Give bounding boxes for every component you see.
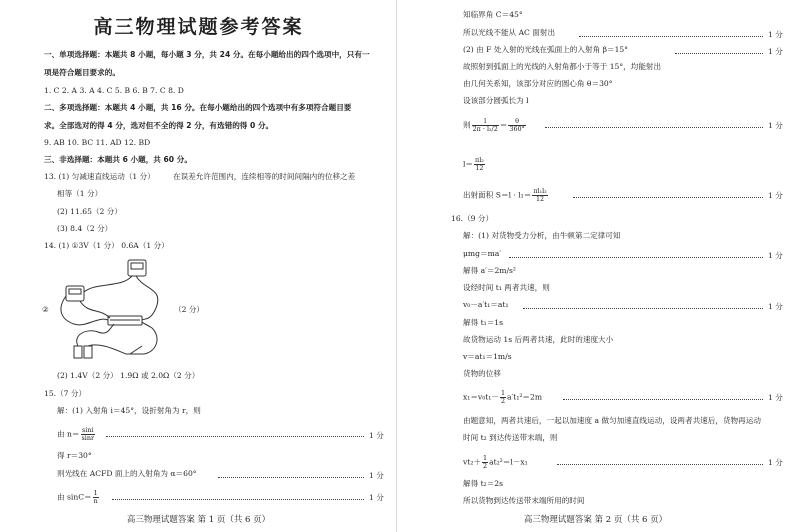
- leader-dots: [106, 436, 364, 437]
- answers-multi-choice: 9. AB 10. BC 11. AD 12. BD: [44, 138, 151, 147]
- q16-v: v＝at₁＝1m/s: [463, 352, 512, 361]
- q15-step-c: 得 r＝30°: [57, 451, 92, 460]
- leader-dots: [218, 477, 364, 478]
- q15-step-b: 由 n＝ $\frac{\sin i}{\sin r}$: [57, 426, 94, 442]
- q16-time-t1: 设经时间 t₁ 两者共速，则: [463, 283, 550, 292]
- leader-dots: [573, 197, 763, 198]
- q16-displacement-label: 货物的位移: [463, 369, 501, 378]
- q15-step-e: 由 sinC＝ $\frac{1}{n}$: [57, 489, 98, 505]
- q16-t2-result: 解得 t₂＝2s: [463, 479, 504, 488]
- line-part2: (2) 由 F 处入射的光线在弧面上的入射角 β＝15°: [463, 45, 629, 54]
- line-no-exit: 所以光线不能从 AC 面射出: [463, 28, 556, 37]
- q14-part1: 14. (1) ①3V（1 分） 0.6A（1 分）: [44, 241, 169, 250]
- eq-area: 出射面积 S＝l · l₁＝ $\frac{\text{πl₁l₂}}{12}$: [463, 187, 547, 203]
- q16-step-1: 解：(1) 对货物受力分析，由牛顿第二定律可知: [463, 231, 621, 240]
- points-mark: 1 分: [768, 191, 783, 200]
- q15-heading: 15.（7 分）: [44, 389, 87, 398]
- leader-dots: [545, 127, 763, 128]
- points-mark: 1 分: [768, 30, 783, 39]
- points-mark: 1 分: [369, 493, 384, 502]
- q16-eq-velocity: v₀－a′t₁＝at₁: [463, 300, 509, 309]
- leader-dots: [523, 308, 763, 309]
- q16-t1-result: 解得 t₁＝1s: [463, 318, 504, 327]
- fraction: $\frac{\theta}{360^\circ}$: [509, 117, 525, 133]
- fraction: $\frac{\text{πl₂}}{12}$: [475, 156, 484, 172]
- section-2-heading: 二、多项选择题：本题共 4 小题，共 16 分。在每小题给出的四个选项中有多项符合题目要: [44, 103, 352, 112]
- leader-dots: [112, 499, 364, 500]
- q15-step-d: 则光线在 ACFD 面上的入射角为 α＝60°: [57, 469, 197, 478]
- answers-single-choice: 1. C 2. A 3. A 4. C 5. B 6. B 7. C 8. D: [44, 86, 184, 95]
- q14-part2: (2) 1.4V（2 分） 1.9Ω 或 2.0Ω（2 分）: [57, 371, 200, 380]
- fraction: $\frac{1}{n}$: [93, 489, 98, 505]
- points-mark: 1 分: [768, 47, 783, 56]
- points-mark: 1 分: [768, 458, 783, 467]
- q16-step-2: 由题意知，两者共速后，一起以加速度 a 做匀加速直线运动，设两者共速后，货物再运动: [463, 416, 761, 425]
- q16-eq-t2: vt₂＋ $\frac{1}{2}$ at₂²＝l－x₁: [463, 454, 528, 470]
- q13-part1-reason: 在误差允许范围内，连续相等的时间间隔内的位移之差: [173, 172, 356, 181]
- doc-title: 高三物理试题参考答案: [93, 16, 304, 38]
- q16-step-2-cont: 时间 t₂ 到达传送带末端，则: [463, 433, 558, 442]
- points-mark: 1 分: [768, 393, 783, 402]
- q13-part2: (2) 11.65（2 分）: [57, 207, 122, 216]
- q13-part1-cont: 相等（1 分）: [57, 189, 103, 198]
- fraction: $\frac{l}{\text{2π · l₂/2}}$: [472, 117, 498, 133]
- q13-part3: (3) 8.4（2 分）: [57, 224, 113, 233]
- leader-dots: [563, 399, 763, 400]
- q16-total-time: 所以货物到达传送带末端所用的时间: [463, 496, 585, 505]
- points-mark: 1 分: [768, 121, 783, 130]
- points-mark: 1 分: [768, 302, 783, 311]
- leader-dots: [557, 464, 763, 465]
- q16-heading: 16.（9 分）: [451, 214, 494, 223]
- page-2: [397, 0, 794, 532]
- eq-arc-ratio: 则 $\frac{l}{\text{2π · l₂/2}}$ ＝ $\frac{\theta}{360^\circ}$: [463, 117, 525, 133]
- q15-step-a: 解：(1) 入射角 i＝45°，设折射角为 r，则: [57, 406, 201, 415]
- q16-eq-x1: x₁＝v₀t₁－ $\frac{1}{2}$ a′t₁²＝2m: [463, 389, 543, 405]
- line-critical-angle: 知临界角 C＝45°: [463, 10, 523, 19]
- q13-part1: 13. (1) 匀减速直线运动（1 分）: [44, 172, 155, 181]
- section-2-heading-cont: 求。全部选对的得 4 分，选对但不全的得 2 分，有选错的得 0 分。: [44, 121, 274, 130]
- leader-dots: [509, 257, 763, 258]
- section-1-heading: 一、单项选择题：本题共 8 小题，每小题 3 分，共 24 分。在每小题给出的四个选项中，只有一: [44, 50, 370, 59]
- circuit-diagram: [52, 258, 186, 362]
- points-mark: 1 分: [768, 251, 783, 260]
- q16-eq-friction: μmg＝ma′: [463, 249, 502, 258]
- fraction: $\frac{\sin i}{\sin r}$: [81, 426, 94, 442]
- fraction: $\frac{1}{2}$: [482, 454, 488, 470]
- page-footer: 高三物理试题答案 第 1 页（共 6 页）: [126, 515, 271, 525]
- leader-dots: [675, 53, 763, 54]
- q14-fig-label: ②: [42, 305, 49, 314]
- q16-common-speed: 故货物运动 1s 后两者共速，此时的速度大小: [463, 335, 614, 344]
- section-3-heading: 三、非选择题：本题共 6 小题，共 60 分。: [44, 155, 192, 164]
- fraction: $\frac{\text{πl₁l₂}}{12}$: [533, 187, 547, 203]
- page-footer: 高三物理试题答案 第 2 页（共 6 页）: [523, 515, 668, 525]
- leader-dots: [579, 36, 763, 37]
- points-mark: 1 分: [369, 431, 384, 440]
- line-central-angle: 由几何关系知，该部分对应的圆心角 θ＝30°: [463, 79, 613, 88]
- fraction: $\frac{1}{2}$: [500, 389, 506, 405]
- q16-accel: 解得 a′＝2m/s²: [463, 266, 516, 275]
- eq-l: l＝ $\frac{\text{πl₂}}{12}$: [463, 156, 484, 172]
- q14-fig-points: （2 分）: [174, 305, 205, 314]
- section-1-heading-cont: 项是符合题目要求的。: [44, 68, 120, 77]
- points-mark: 1 分: [369, 471, 384, 480]
- line-arc-length: 设该部分圆弧长为 l: [463, 96, 529, 105]
- line-all-exit: 故照射到弧面上的光线的入射角都小于等于 15°，均能射出: [463, 62, 662, 71]
